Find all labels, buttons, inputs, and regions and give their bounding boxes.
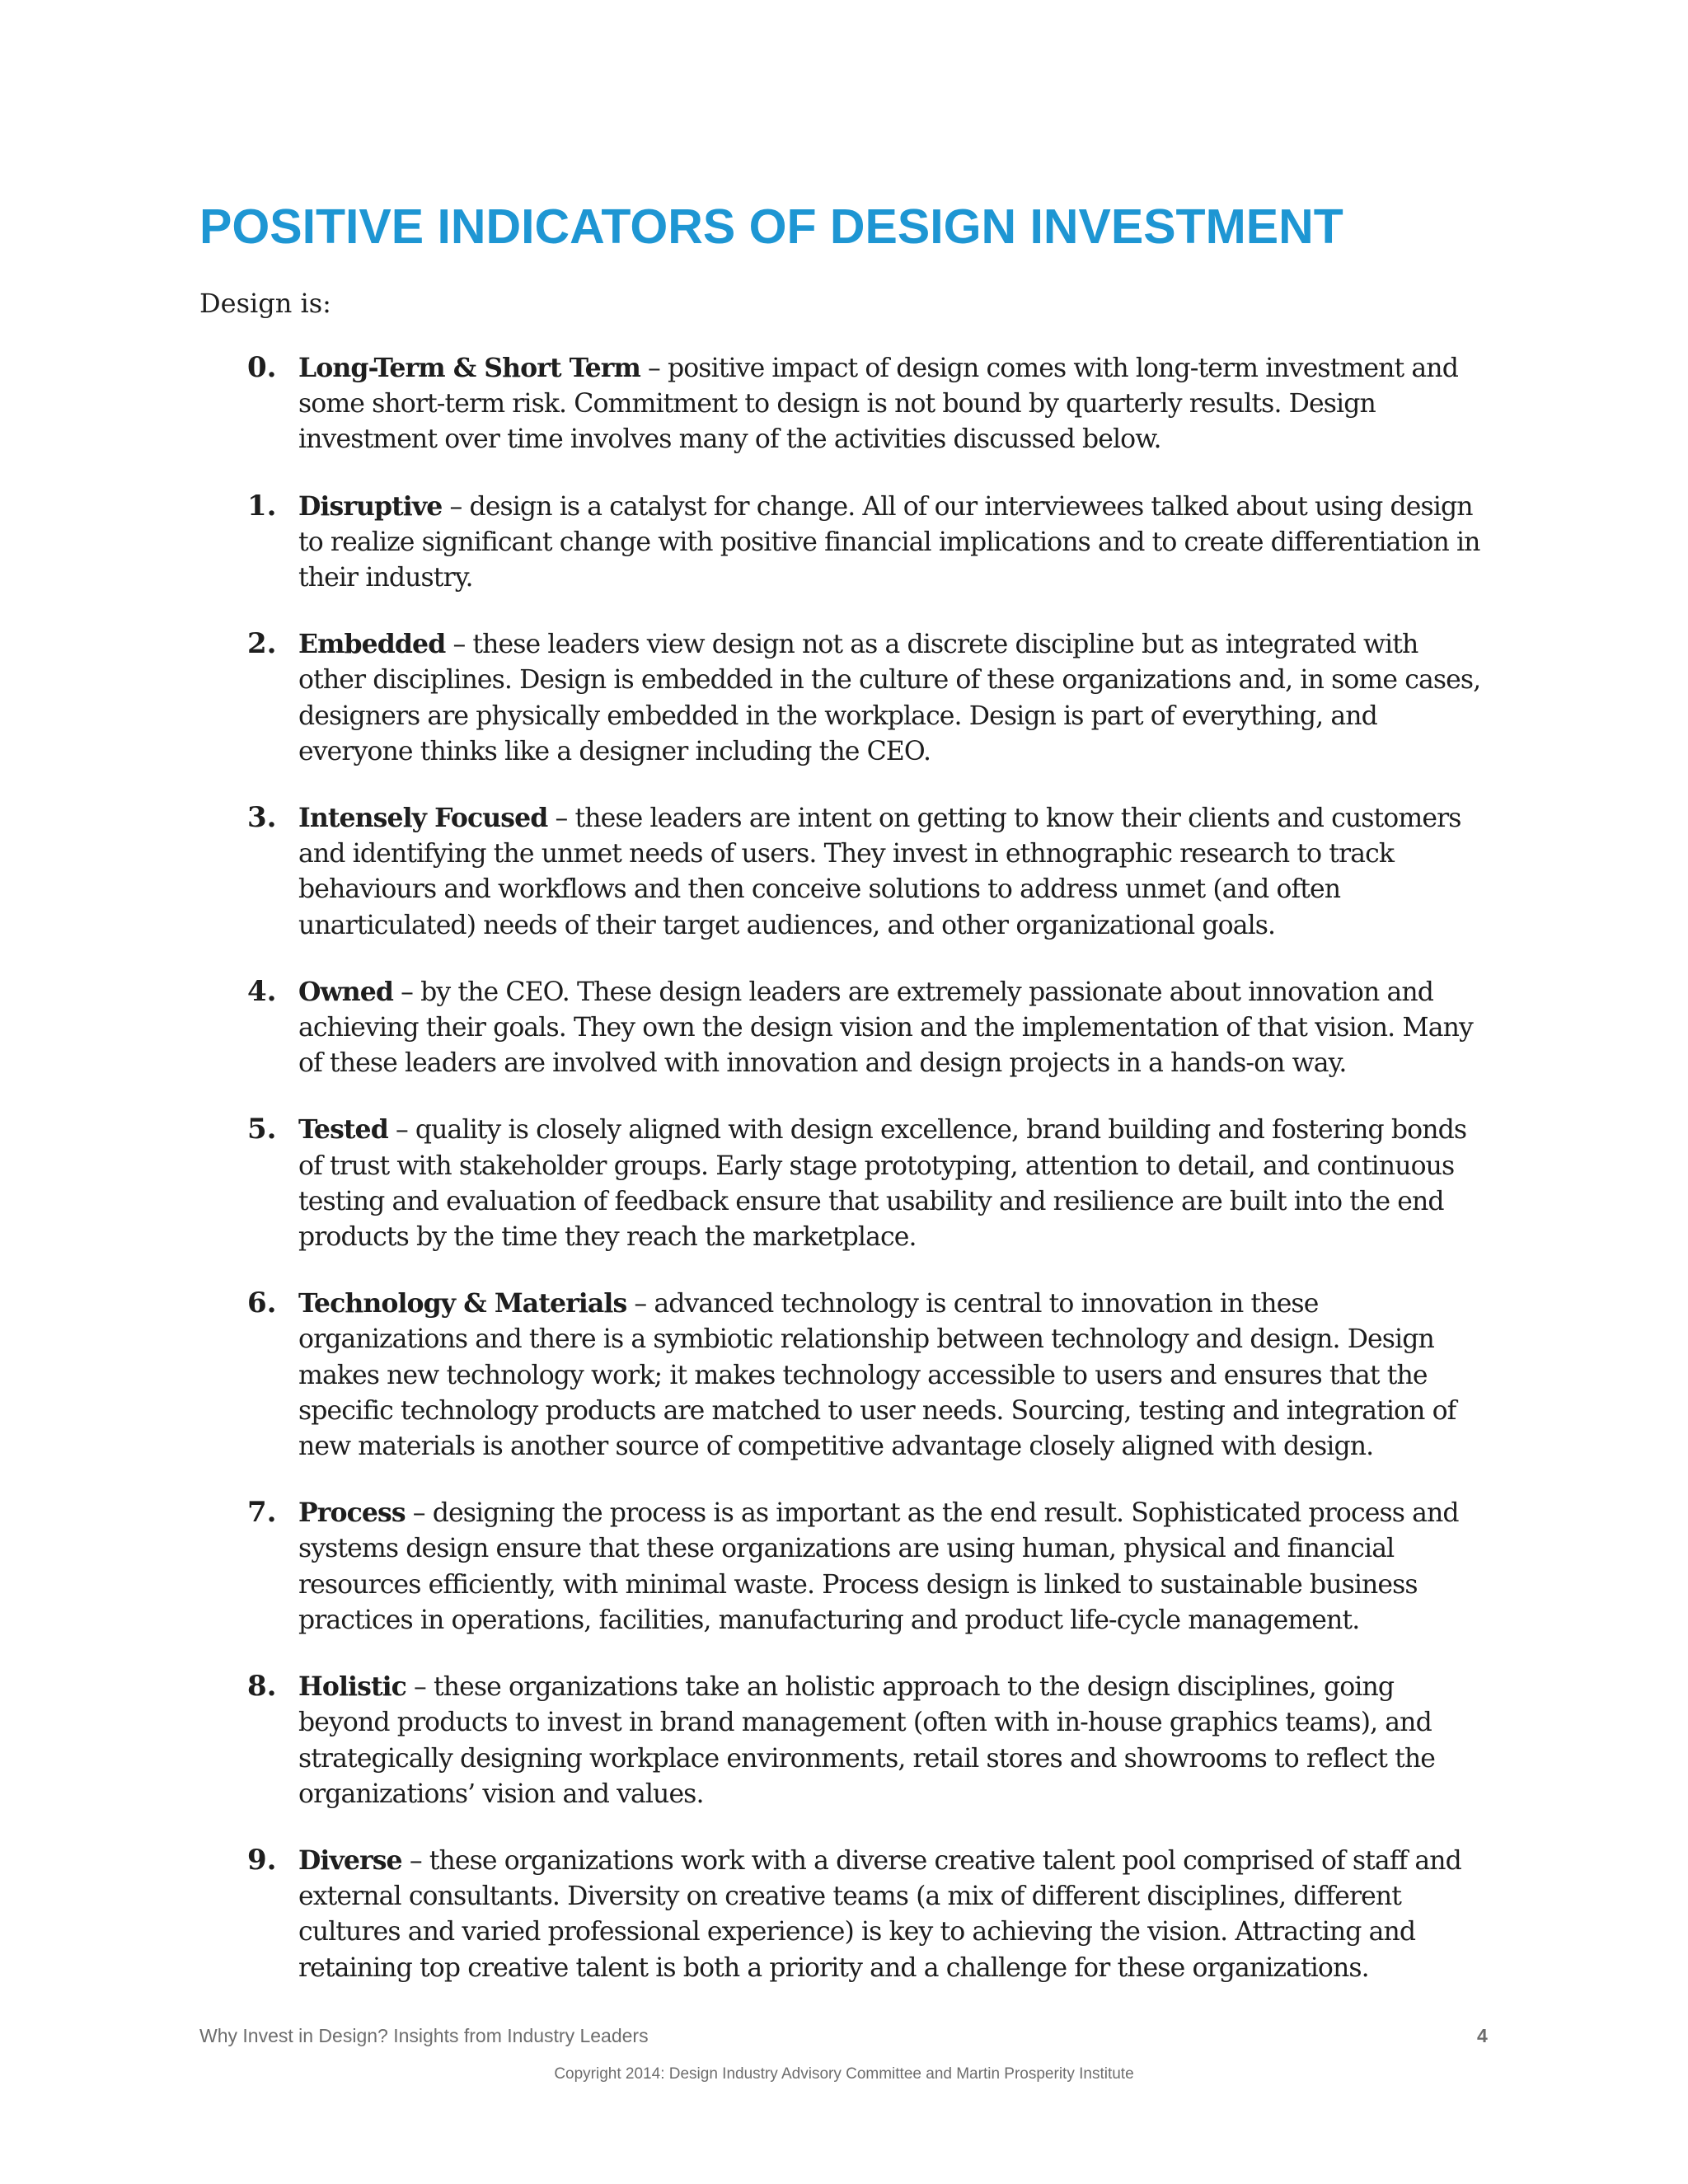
item-text — [298, 1112, 1485, 1255]
item-text — [298, 1286, 1485, 1465]
item-term: Tested — [298, 1114, 388, 1146]
page-title: POSITIVE INDICATORS OF DESIGN INVESTMENT — [199, 199, 1343, 254]
list-item — [0, 1286, 1688, 1465]
item-description: design is a catalyst for change. All of our interviewees talked about using design to realize significant change with positive financial implications and to create differentiation in their industry. — [298, 491, 1480, 593]
item-separator: – — [401, 1845, 429, 1876]
intro-text: Design is: — [199, 288, 331, 319]
item-number: 8. — [247, 1670, 277, 1704]
item-number: 9. — [247, 1843, 277, 1877]
item-description: designing the process is as important as the end result. Sophisticated process and systems design ensure that these organizations are using human, physical and financial resources efficiently, with minimal waste. Process design is linked to sustainable business practices in operations, facilities, manufacturing and product life-cycle management. — [298, 1498, 1459, 1635]
item-number: 3. — [247, 801, 277, 835]
item-term: Embedded — [298, 629, 446, 660]
item-term: Long-Term & Short Term — [298, 353, 640, 383]
item-term: Process — [298, 1497, 406, 1529]
item-term: Holistic — [298, 1671, 406, 1703]
item-text — [298, 626, 1485, 770]
item-text — [298, 489, 1485, 597]
item-number: 0. — [247, 351, 277, 384]
item-separator: – — [406, 1672, 434, 1703]
item-description: positive impact of design comes with long-term investment and some short-term risk. Commitment to design is not bound by quarterly results. Design investment over time involves many of the activities discussed below. — [298, 354, 1458, 455]
item-separator: – — [442, 491, 470, 522]
item-description: these organizations work with a diverse creative talent pool comprised of staff and external consultants. Diversity on creative teams (a mix of different disciplines, different cultures and varied professional experience) is key to achieving the vision. Attracting and retaining top creative talent is both a priority and a challenge for these organizations. — [298, 1845, 1461, 1983]
item-number: 2. — [247, 627, 277, 661]
item-text — [298, 350, 1485, 458]
list-item — [0, 1669, 1688, 1812]
item-description: by the CEO. These design leaders are extremely passionate about innovation and achieving their goals. They own the design vision and the implementation of that vision. Many of these leaders are involved with innovation and design projects in a hands-on way. — [298, 977, 1473, 1079]
item-separator: – — [393, 977, 421, 1007]
item-term: Disruptive — [298, 490, 443, 522]
item-text — [298, 1669, 1485, 1812]
item-number: 5. — [247, 1113, 277, 1146]
list-item — [0, 1843, 1688, 1986]
list-item — [0, 350, 1688, 458]
item-separator: – — [547, 804, 575, 834]
item-number: 1. — [247, 489, 277, 523]
item-separator: – — [640, 354, 668, 383]
item-term: Intensely Focused — [298, 803, 548, 834]
item-number: 7. — [247, 1496, 277, 1530]
copyright-notice: Copyright 2014: Design Industry Advisory Committee and Martin Prosperity Institute — [554, 2065, 1134, 2083]
item-number: 4. — [247, 974, 277, 1008]
item-text — [298, 800, 1485, 944]
item-separator: – — [387, 1115, 415, 1146]
item-term: Owned — [298, 976, 394, 1007]
item-term: Technology & Materials — [298, 1288, 627, 1319]
list-item — [0, 626, 1688, 770]
item-description: these leaders view design not as a discrete discipline but as integrated with other disciplines. Design is embedded in the culture of these organizations and, in some cases, designers are physically embedded in the workplace. Design is part of everything, and everyone thinks like a designer including the CEO. — [298, 630, 1481, 766]
item-separator: – — [626, 1289, 654, 1319]
list-item — [0, 489, 1688, 597]
item-description: quality is closely aligned with design excellence, brand building and fostering bonds of trust with stakeholder groups. Early stage prototyping, attention to detail, and continuous testing and evaluation of feedback ensure that usability and resilience are built into the end products by the time they reach the marketplace. — [298, 1115, 1467, 1253]
item-description: these organizations take an holistic approach to the design disciplines, going beyond products to invest in brand management (often with in-house graphics teams), and strategically designing workplace environments, retail stores and showrooms to reflect the organizations’ vision and values. — [298, 1672, 1435, 1809]
item-description: advanced technology is central to innovation in these organizations and there is a symbiotic relationship between technology and design. Design makes new technology work; it makes technology accessible to users and ensures that the specific technology products are matched to user needs. Sourcing, testing and integration of new materials is another source of competitive advantage closely aligned with design. — [298, 1289, 1456, 1462]
item-term: Diverse — [298, 1844, 402, 1876]
item-separator: – — [445, 630, 473, 660]
list-item — [0, 1112, 1688, 1255]
footer-document-title: Why Invest in Design? Insights from Industry Leaders — [199, 2025, 649, 2046]
item-text — [298, 1495, 1485, 1638]
indicator-list — [0, 350, 1688, 2017]
item-number: 6. — [247, 1286, 277, 1320]
page-number: 4 — [1477, 2025, 1488, 2046]
item-description: these leaders are intent on getting to know their clients and customers and identifying the unmet needs of users. They invest in ethnographic research to track behaviours and workflows and then conceive solutions to address unmet (and often unarticulated) needs of their target audiences, and other organizational goals. — [298, 804, 1461, 940]
list-item — [0, 1495, 1688, 1638]
item-text — [298, 1843, 1485, 1986]
list-item — [0, 974, 1688, 1082]
item-text — [298, 974, 1485, 1082]
list-item — [0, 800, 1688, 944]
item-separator: – — [405, 1498, 433, 1529]
